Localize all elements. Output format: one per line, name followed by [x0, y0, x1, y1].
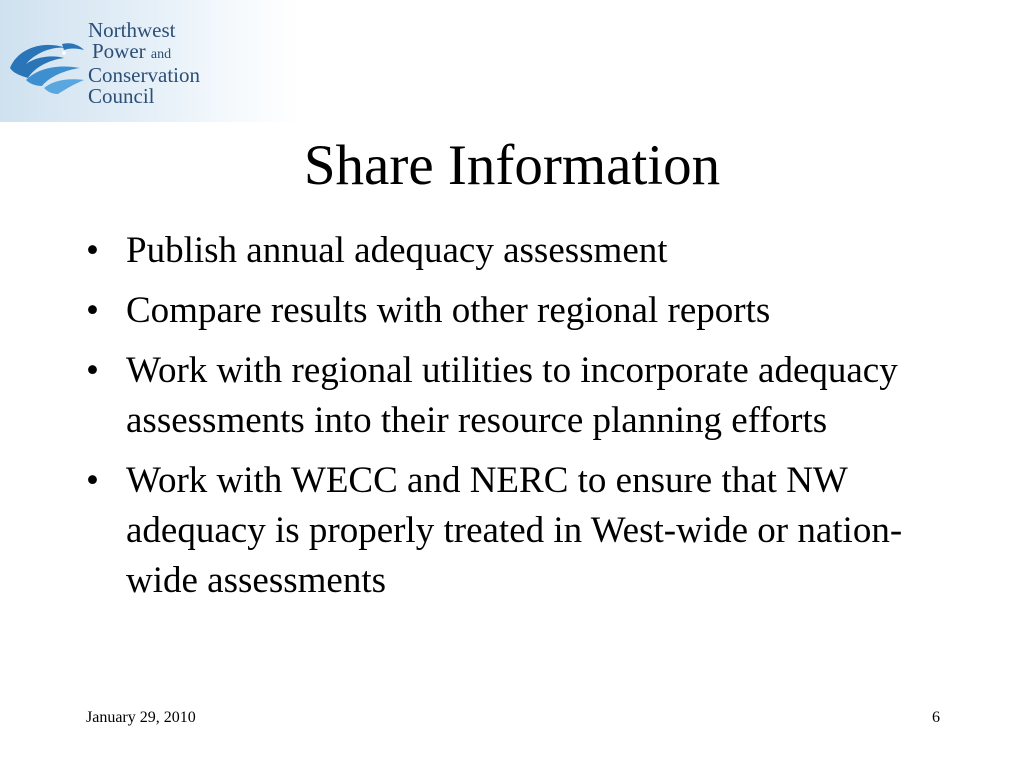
logo-line-power	[88, 41, 200, 65]
bullet-item: • Work with WECC and NERC to ensure that NW adequacy is properly treated in West-wide or nation-wide assessments	[84, 456, 964, 606]
logo-word-power: Power	[92, 39, 146, 63]
logo-wordmark	[88, 20, 200, 107]
logo-banner	[0, 0, 300, 122]
fish-waves-logo-icon	[4, 34, 88, 98]
bullet-item: • Publish annual adequacy assessment	[84, 226, 964, 276]
footer-date: January 29, 2010	[86, 709, 196, 726]
logo-line-council: Council	[88, 84, 155, 108]
logo-word-and: and	[150, 47, 172, 62]
bullet-item: • Compare results with other regional reports	[84, 286, 964, 336]
slide-title: Share Information	[303, 134, 721, 197]
logo-line-conservation: Conservation	[88, 63, 200, 87]
bullet-list	[84, 226, 964, 616]
bullet-item: • Work with regional utilities to incorporate adequacy assessments into their resource planning efforts	[84, 346, 964, 446]
logo-line-northwest: Northwest	[88, 18, 176, 42]
page-number: 6	[932, 709, 940, 726]
